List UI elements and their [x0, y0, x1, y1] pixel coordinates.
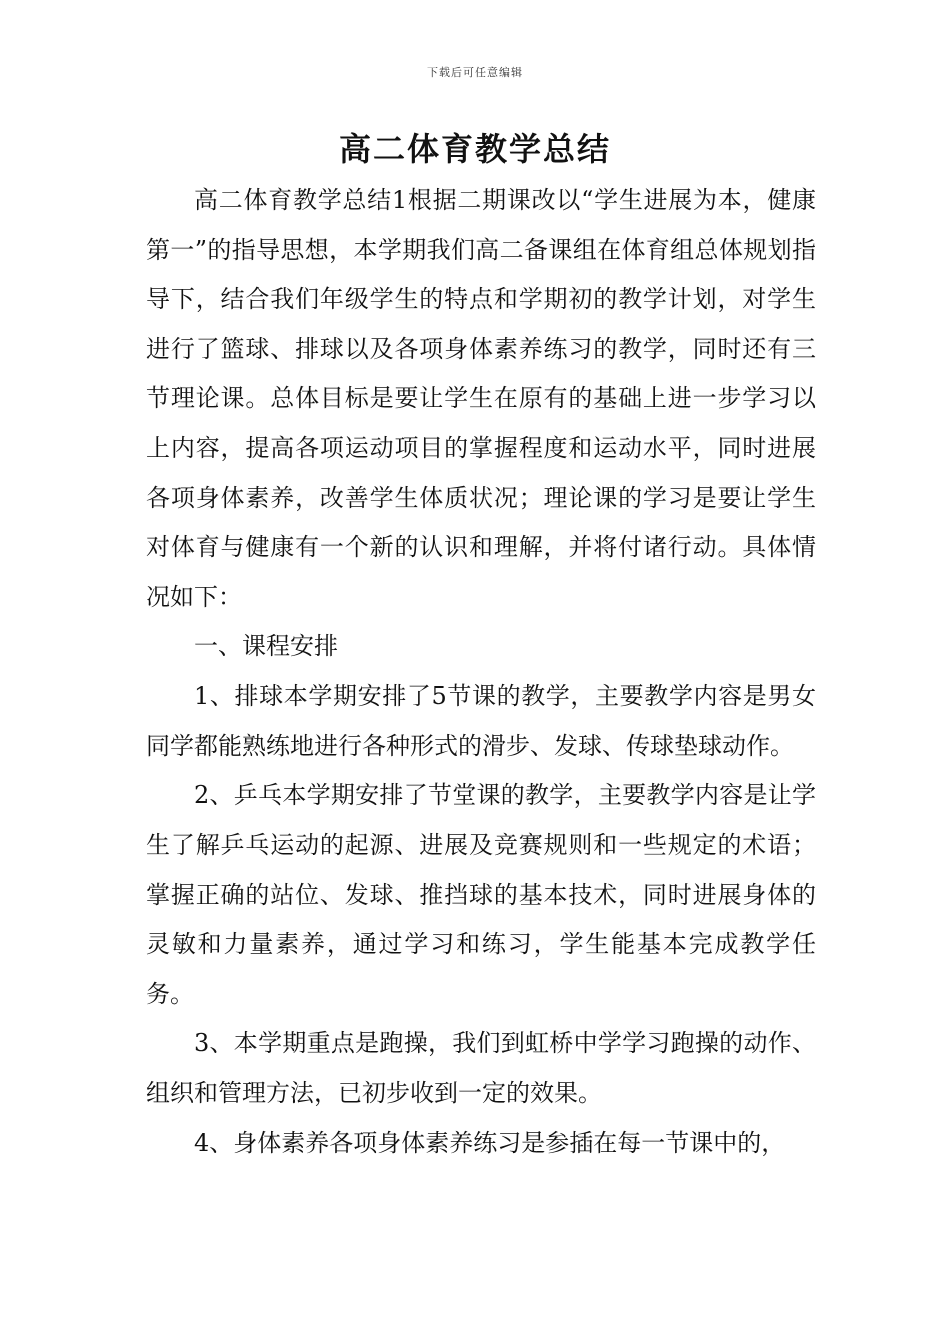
section-heading-course-arrangement: 一、课程安排 — [194, 632, 338, 661]
paragraph-table-tennis: 2、乒乓本学期安排了节堂课的教学，主要教学内容是让学生了解乒乓运动的起源、进展及竞赛规则和一些规定的术语；掌握正确的站位、发球、推挡球的基本技术，同时进展身体的灵敏和力量素养，通过学习和练习，学生能基本完成教学任务。 — [146, 781, 816, 1008]
header-note: 下载后可任意编辑 — [427, 66, 523, 79]
document-body — [146, 176, 816, 1168]
paragraph-volleyball: 1、排球本学期安排了5节课的教学，主要教学内容是男女同学都能熟练地进行各种形式的滑步、发球、传球垫球动作。 — [146, 682, 816, 760]
paragraph-physical-fitness: 4、身体素养各项身体素养练习是参插在每一节课中的， — [194, 1128, 786, 1157]
paragraph-running-exercise: 3、本学期重点是跑操，我们到虹桥中学学习跑操的动作、组织和管理方法，已初步收到一定的效果。 — [146, 1029, 816, 1107]
paragraph-intro: 高二体育教学总结1根据二期课改以“学生进展为本，健康第一”的指导思想，本学期我们高二备课组在体育组总体规划指导下，结合我们年级学生的特点和学期初的教学计划，对学生进行了篮球、排球以及各项身体素养练习的教学，同时还有三节理论课。总体目标是要让学生在原有的基础上进一步学习以上内容，提高各项运动项目的掌握程度和运动水平，同时进展各项身体素养，改善学生体质状况；理论课的学习是要让学生对体育与健康有一个新的认识和理解，并将付诸行动。具体情况如下： — [146, 186, 816, 611]
document-title: 高二体育教学总结 — [338, 130, 611, 168]
